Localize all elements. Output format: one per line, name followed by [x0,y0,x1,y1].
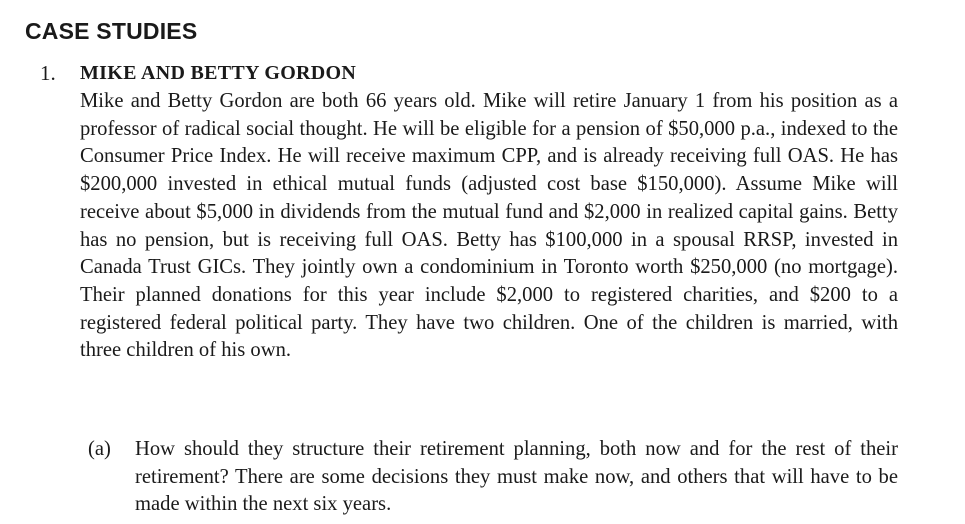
case-number: 1. [40,61,56,85]
case-description: Mike and Betty Gordon are both 66 years old. Mike will retire January 1 from his position as a professor of radical social thought. He will be eligible for a pension of $50,000 p.a., indexed to the Consumer Price Index. He will receive maximum CPP, and is already receiving full OAS. He has $200,000 invested in ethical mutual funds (adjusted cost base $150,000). Assume Mike will receive about $5,000 in dividends from the mutual fund and $2,000 in realized capital gains. Betty has no pension, but is receiving full OAS. Betty has $100,000 in a spousal RRSP, invested in Canada Trust GICs. They jointly own a condominium in Toronto worth $250,000 (no mortgage). Their planned donations for this year include $2,000 to registered charities, and $200 to a registered federal political party. They have two children. One of the children is married, with three children of his own. [80,90,898,362]
case-title: MIKE AND BETTY GORDON [80,62,357,84]
question-text: How should they structure their retirement planning, both now and for the rest of their retirement? There are some decisions they must make now, and others that will have to be made within the next six years. [135,438,898,516]
section-heading: CASE STUDIES [25,18,198,44]
question-label: (a) [88,438,111,460]
